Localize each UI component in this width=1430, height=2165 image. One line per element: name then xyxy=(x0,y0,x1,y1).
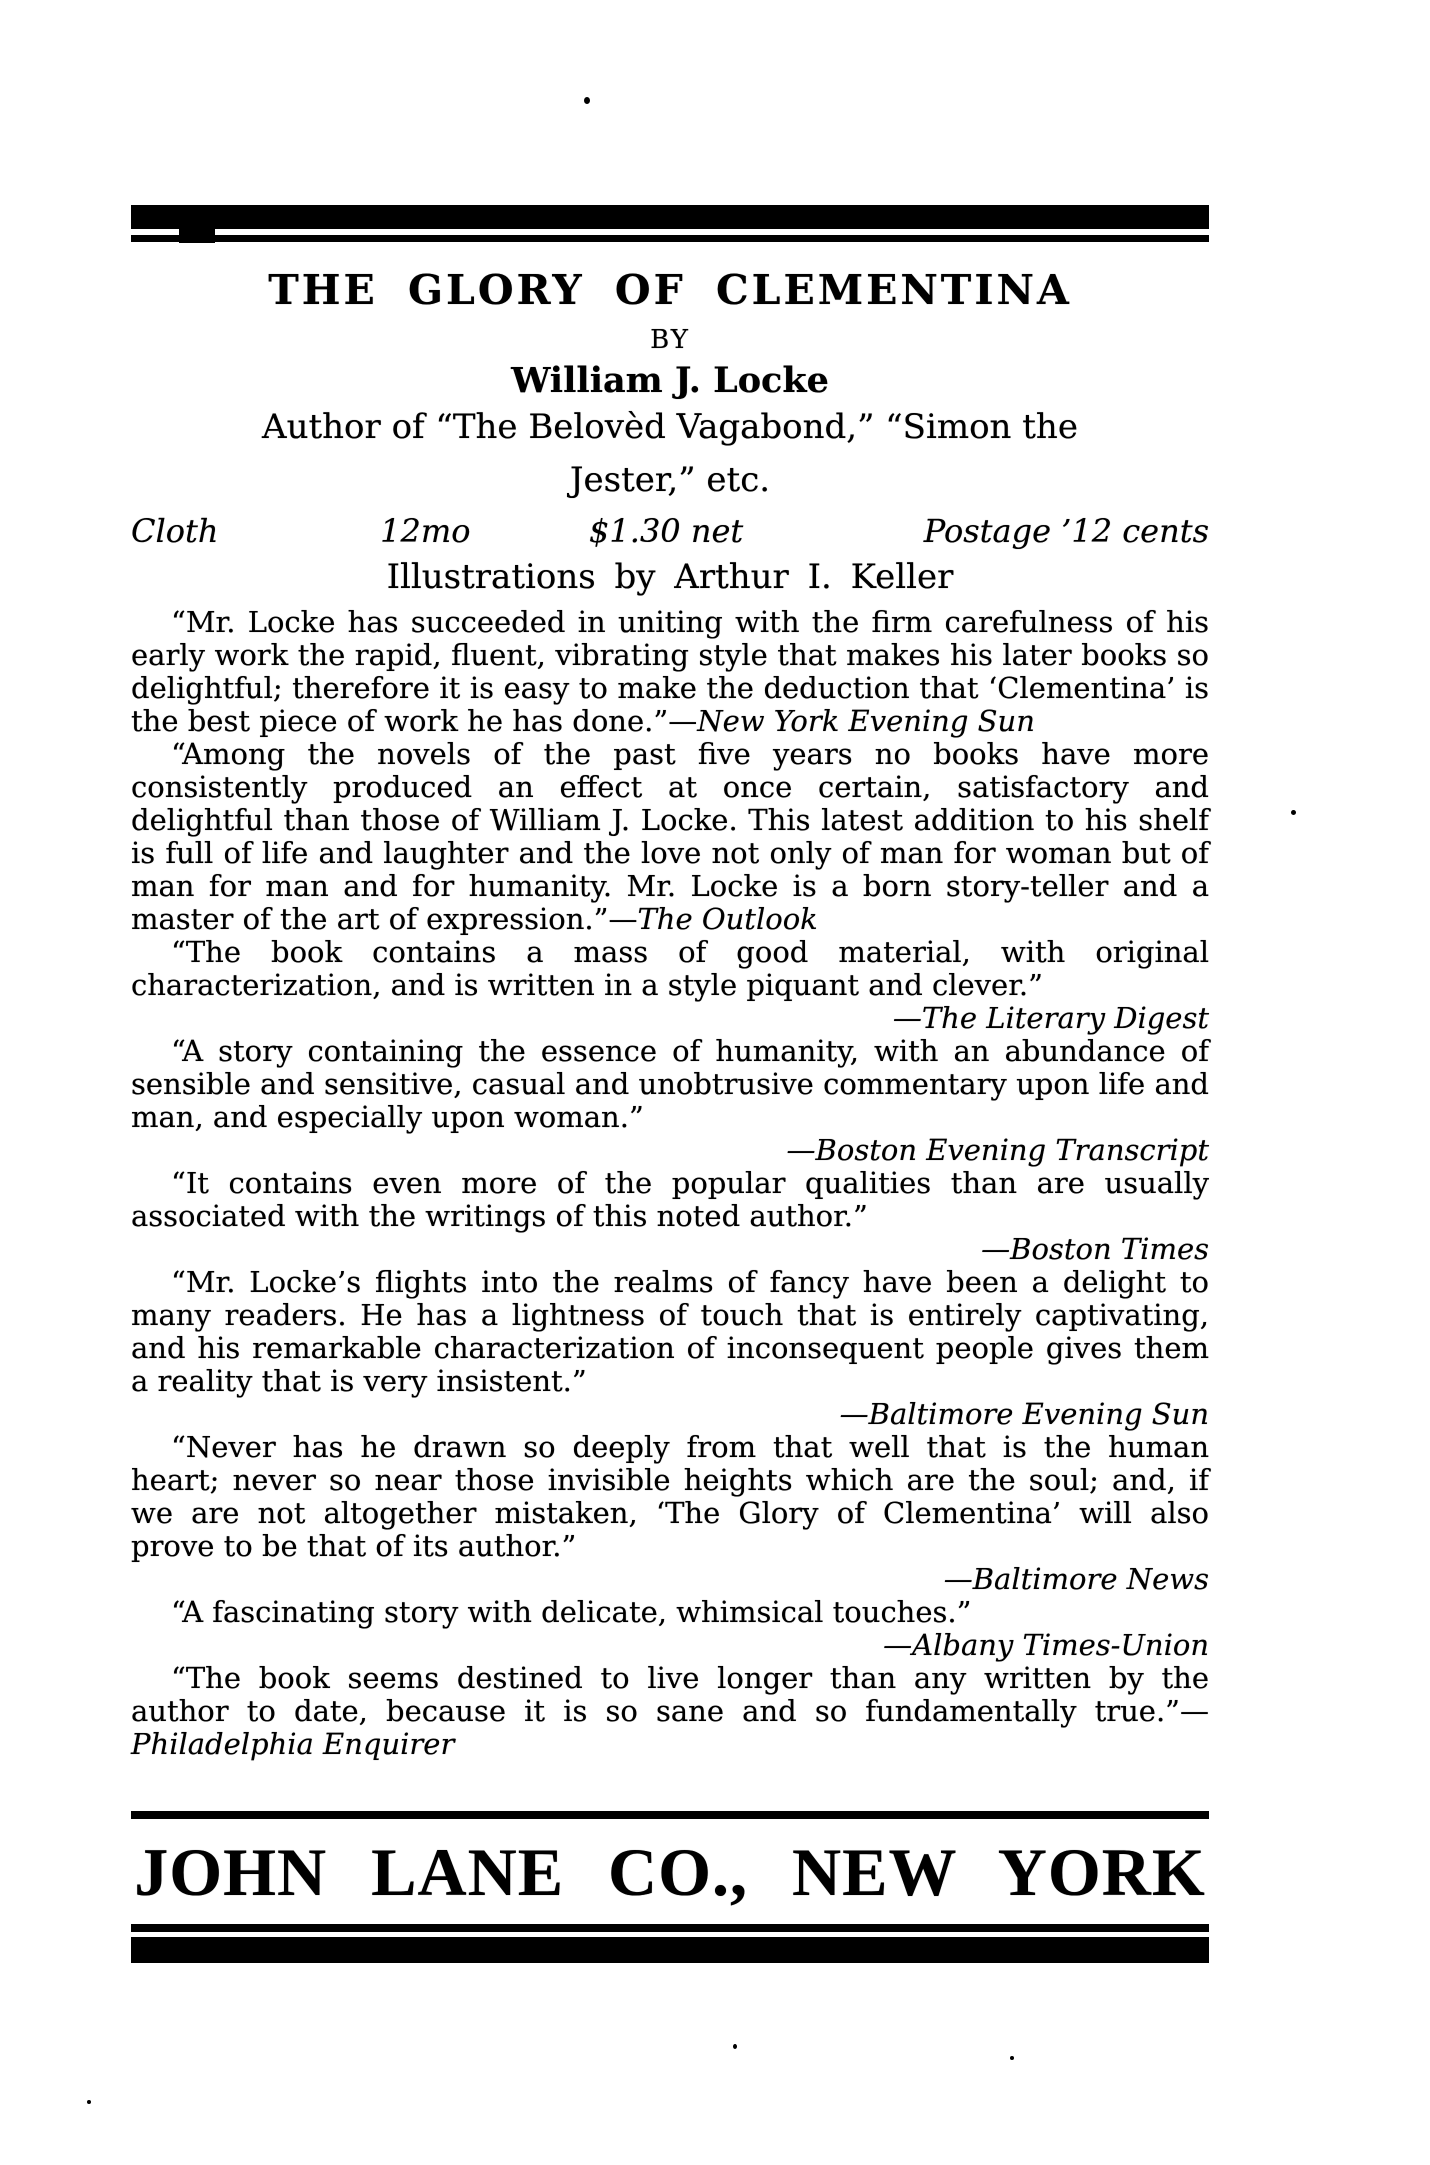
review-quote: “Among the novels of the past five years no books have more consistently produced an effect at once certain, satisfactory and delightful than those of William J. Locke. This latest addition to his shelf is full of life and laughter and the love not only of man for woman but of man for man and for humanity. Mr. Locke is a born story-teller and a master of the art of expression.”— xyxy=(131,737,1209,936)
review-quote: “A fascinating story with delicate, whimsical touches.” xyxy=(171,1595,972,1629)
review-quote: “Mr. Locke’s flights into the realms of fancy have been a delight to many readers. He has a lightness of touch that is entirely captivating, and his remarkable characterization of inconsequent people gives them a reality that is very insistent.” xyxy=(131,1265,1209,1398)
ink-speck xyxy=(87,2100,91,2104)
ink-speck xyxy=(1010,2056,1014,2060)
by-label: BY xyxy=(650,325,690,355)
review-paragraph xyxy=(131,1662,1209,1761)
postage-spec: Postage ’12 cents xyxy=(923,512,1209,550)
illustrations-credit: Illustrations by Arthur I. Keller xyxy=(386,557,954,597)
review-attribution: —Boston Evening Transcript xyxy=(786,1133,1209,1167)
review-paragraph xyxy=(131,738,1209,936)
author-name: William J. Locke xyxy=(511,360,829,401)
page-content xyxy=(131,0,1209,1963)
top-double-rule xyxy=(131,205,1209,242)
review-paragraph xyxy=(131,1035,1209,1134)
ink-speck xyxy=(733,2044,737,2049)
binding-spec: Cloth xyxy=(131,512,219,550)
review-paragraph xyxy=(131,606,1209,738)
review-attribution: —Albany Times-Union xyxy=(883,1628,1209,1662)
review-attribution: —Boston Times xyxy=(981,1232,1209,1266)
footer-thick-bar xyxy=(131,1937,1209,1963)
author-credit-line-1: Author of “The Belovèd Vagabond,” “Simon the xyxy=(262,407,1078,447)
review-source: Philadelphia Enquirer xyxy=(131,1727,455,1761)
review-quote: “It contains even more of the popular qualities than are usually associated with the writings of this noted author.” xyxy=(131,1166,1209,1233)
ink-blot xyxy=(179,225,215,243)
review-source: New York Evening Sun xyxy=(697,704,1035,738)
edition-spec-row xyxy=(131,512,1209,550)
footer-top-rule xyxy=(131,1811,1209,1819)
review-paragraph xyxy=(131,1266,1209,1398)
ink-speck xyxy=(584,97,590,104)
top-thick-rule xyxy=(131,205,1209,229)
author-credit-line-2: Jester,” etc. xyxy=(569,460,771,500)
price-spec: $1.30 net xyxy=(589,512,744,550)
review-paragraph xyxy=(131,1596,1209,1629)
review-quote: “The book seems destined to live longer than any written by the author to date, because it is so sane and so fundamentally true.”— xyxy=(131,1661,1209,1728)
top-thin-rule xyxy=(131,235,1209,242)
review-quotes xyxy=(131,606,1209,1761)
review-quote: “Mr. Locke has succeeded in uniting with the firm carefulness of his early work the rapid, fluent, vibrating style that makes his later books so delightful; therefore it is easy to make the deduction that ‘Clementina’ is the best piece of work he has done.”— xyxy=(131,605,1209,738)
ink-speck xyxy=(1291,810,1296,815)
review-attribution: —Baltimore News xyxy=(943,1562,1209,1596)
review-paragraph xyxy=(131,1431,1209,1563)
review-attribution: —Baltimore Evening Sun xyxy=(839,1397,1209,1431)
footer-thin-rule xyxy=(131,1924,1209,1932)
publisher-name: JOHN LANE CO., NEW YORK xyxy=(134,1834,1206,1910)
format-spec: 12mo xyxy=(380,512,471,550)
review-quote: “A story containing the essence of humanity, with an abundance of sensible and sensitive, casual and unobtrusive commentary upon life and man, and especially upon woman.” xyxy=(131,1034,1209,1134)
review-quote: “The book contains a mass of good material, with original characterization, and is written in a style piquant and clever.” xyxy=(131,935,1209,1002)
book-title: THE GLORY OF CLEMENTINA xyxy=(268,266,1072,314)
review-quote: “Never has he drawn so deeply from that well that is the human heart; never so near those invisible heights which are the soul; and, if we are not altogether mistaken, ‘The Glory of Clementina’ will also prove to be that of its author.” xyxy=(131,1430,1209,1563)
review-source: The Outlook xyxy=(637,902,818,936)
review-paragraph xyxy=(131,1167,1209,1233)
review-paragraph xyxy=(131,936,1209,1002)
review-attribution: —The Literary Digest xyxy=(892,1001,1209,1035)
